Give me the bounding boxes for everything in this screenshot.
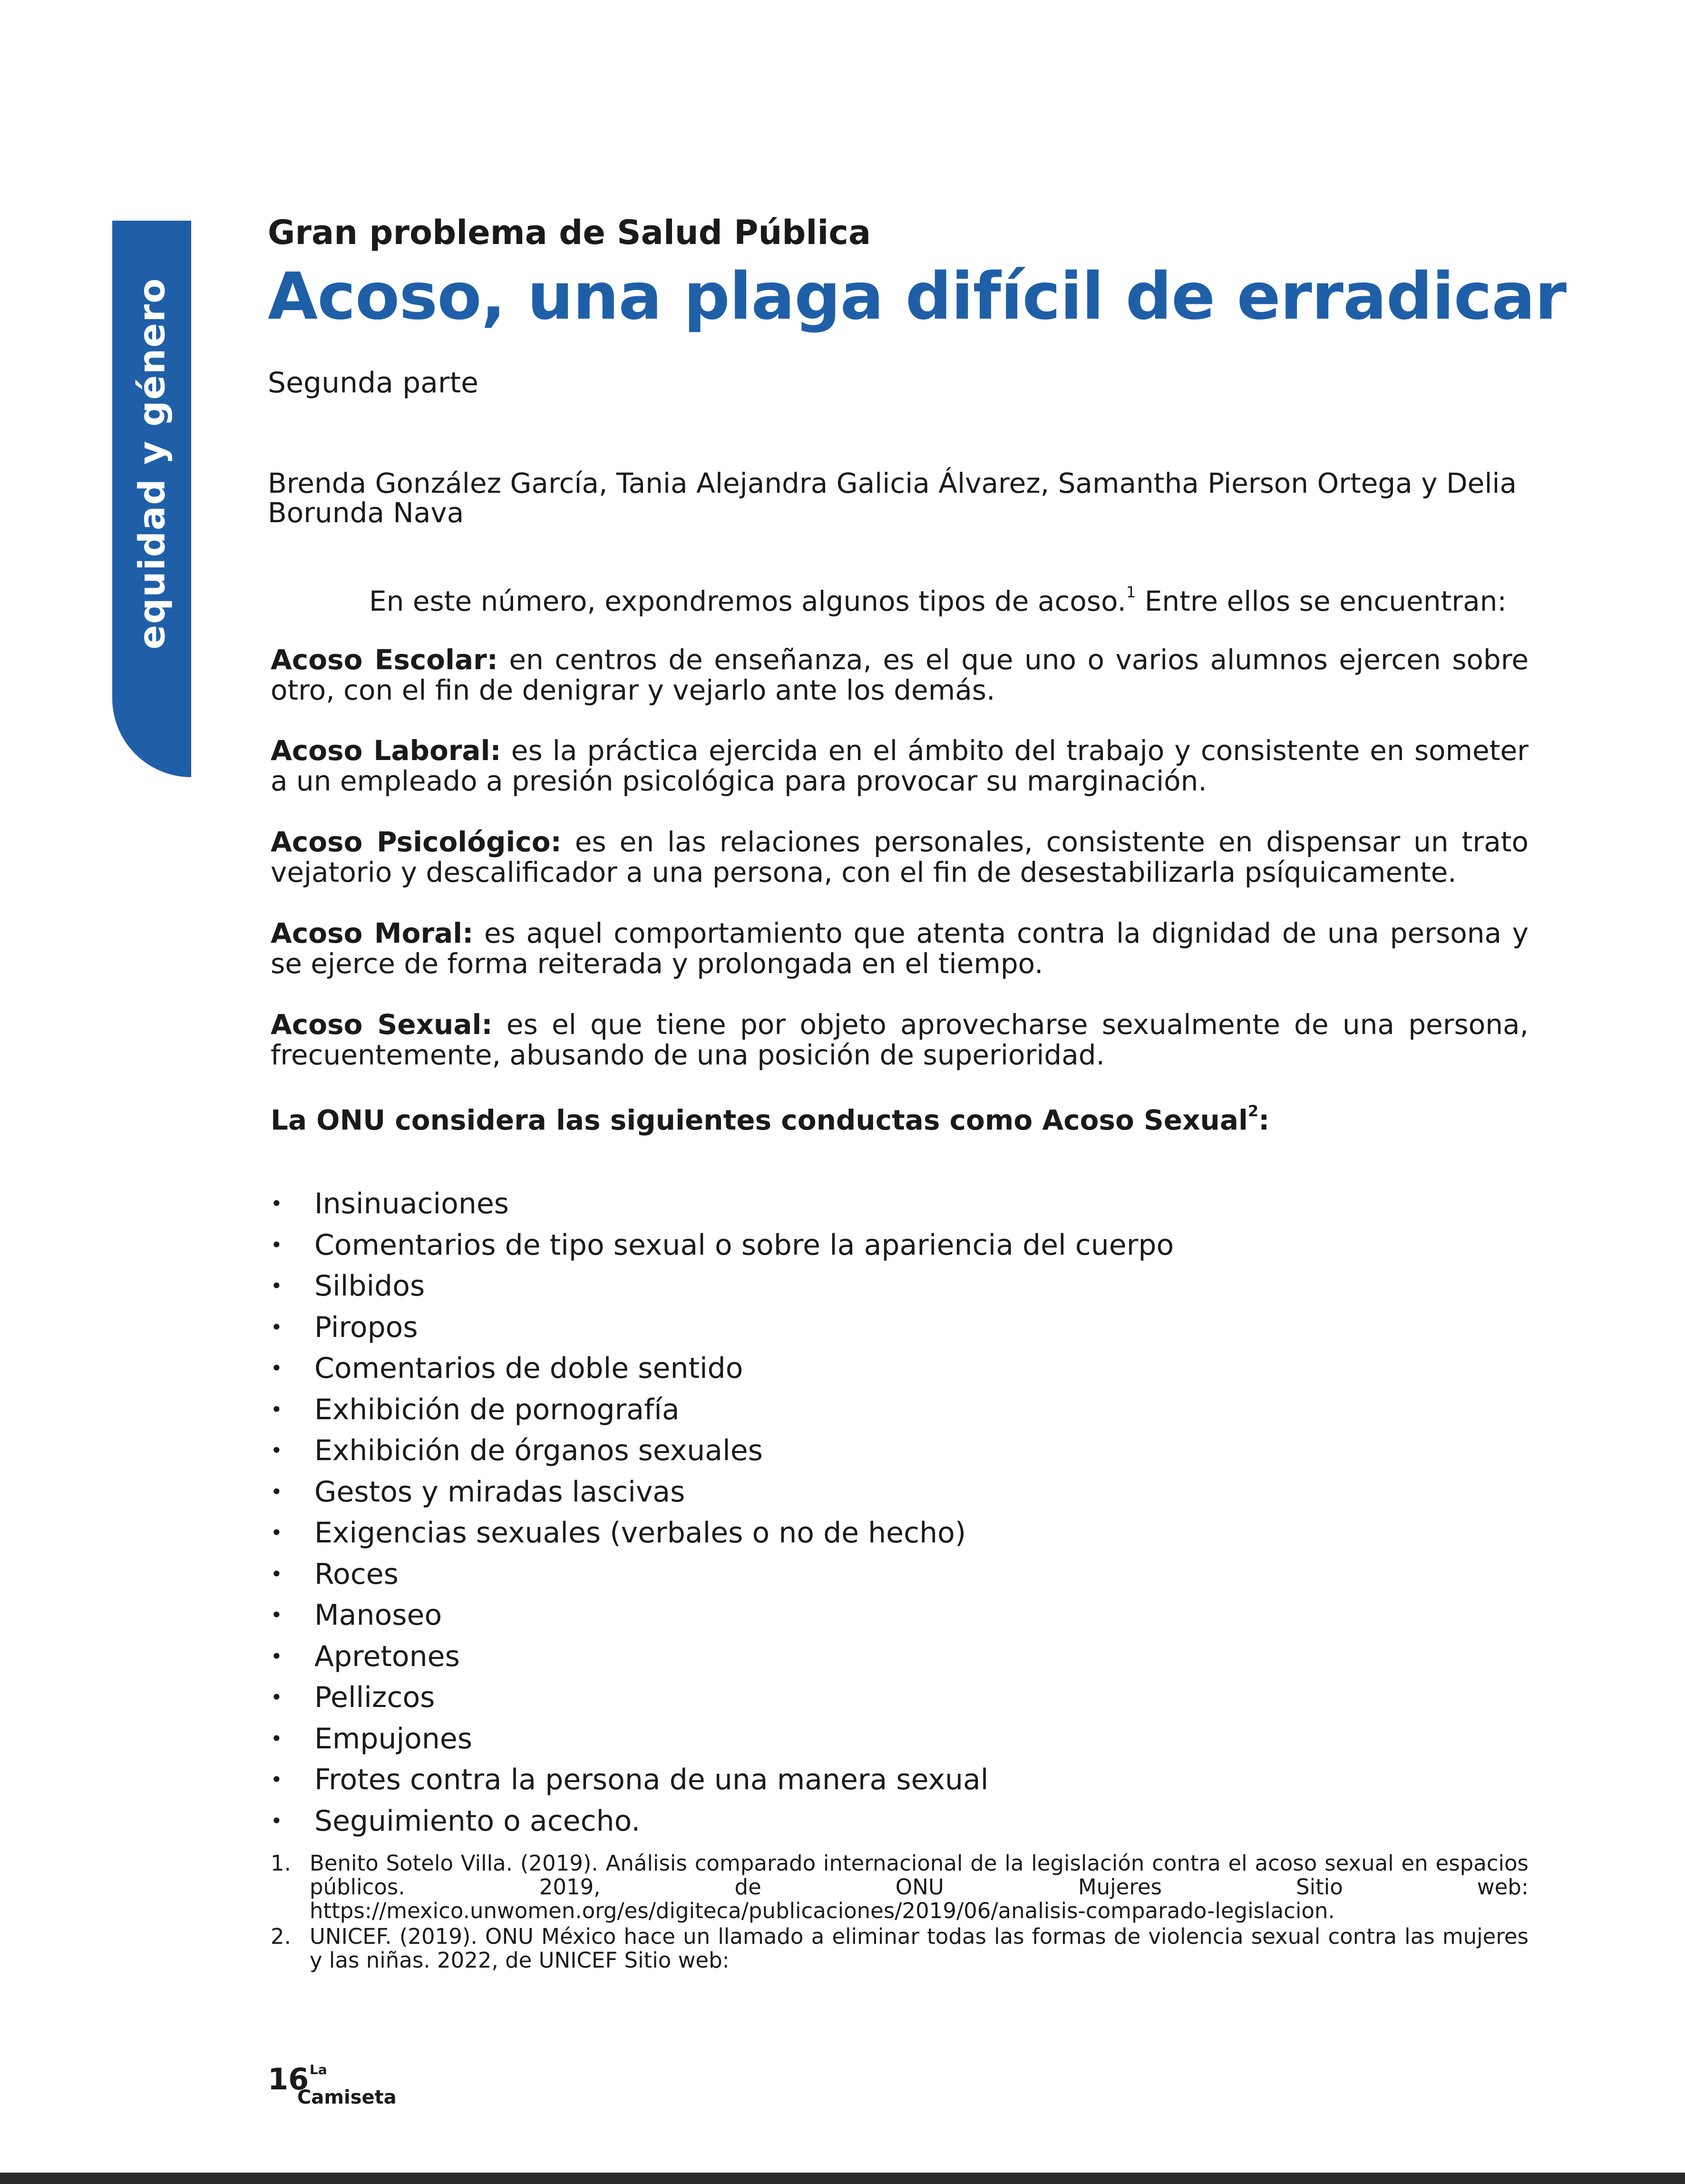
definition-term: Acoso Sexual:	[271, 1008, 493, 1041]
list-item	[271, 1348, 1174, 1389]
list-item	[271, 1307, 1174, 1348]
footnote-text: Benito Sotelo Villa. (2019). Análisis comparado internacional de la legislación contra el acoso sexual en espacios públicos. 2019, de ONU Mujeres Sitio web: https://mexico.unwomen.org/es/digiteca/publicaciones/2019/06/analisis-comparado-legislacion.	[310, 1851, 1529, 1923]
list-item	[271, 1512, 1174, 1554]
definition-text: en centros de enseñanza, es el que uno o varios alumnos ejercen sobre otro, con el fin de denigrar y vejarlo ante los demás.	[271, 644, 1529, 706]
list-item-text: Piropos	[314, 1310, 418, 1344]
list-item-text: Manoseo	[314, 1599, 442, 1632]
list-item-text: Roces	[314, 1557, 399, 1591]
magazine-name: Camiseta	[297, 2086, 397, 2108]
magazine-name-la: La	[310, 2062, 327, 2077]
conduct-list	[271, 1183, 1174, 1842]
section-tab-label: equidad y género	[130, 277, 173, 649]
kicker: Gran problema de Salud Pública	[268, 213, 871, 252]
list-item	[271, 1677, 1174, 1718]
definition-term: Acoso Laboral:	[271, 734, 501, 767]
list-item-text: Silbidos	[314, 1269, 425, 1303]
definition-term: Acoso Escolar:	[271, 644, 498, 676]
list-item-text: Apretones	[314, 1639, 460, 1673]
bullet-icon: •	[271, 1439, 282, 1462]
footnote-ref-2[interactable]: 2	[1247, 1102, 1259, 1120]
list-item	[271, 1718, 1174, 1760]
section-tab-label-wrap	[112, 221, 191, 706]
definition-text: es en las relaciones personales, consistente en dispensar un trato vejatorio y descalificador a una persona, con el fin de desestabilizarla psíquicamente.	[271, 826, 1529, 888]
onu-heading-suffix: :	[1258, 1104, 1270, 1136]
list-item-text: Exhibición de órganos sexuales	[314, 1434, 763, 1467]
definition-text: es aquel comportamiento que atenta contra la dignidad de una persona y se ejerce de forma reiterada y prolongada en el tiempo.	[271, 917, 1529, 980]
bullet-icon: •	[271, 1521, 282, 1544]
list-item-text: Seguimiento o acecho.	[314, 1804, 641, 1838]
list-item	[271, 1183, 1174, 1225]
list-item	[271, 1225, 1174, 1266]
list-item-text: Exhibición de pornografía	[314, 1393, 680, 1426]
intro-text-after: Entre ellos se encuentran:	[1136, 585, 1507, 617]
footnote-text: UNICEF. (2019). ONU México hace un llamado a eliminar todas las formas de violencia sexual contra las mujeres y las niñas. 2022, de UNICEF Sitio web:	[310, 1924, 1529, 1973]
onu-heading-text: La ONU considera las siguientes conductas como Acoso Sexual	[271, 1104, 1248, 1136]
footnote-number: 1.	[271, 1851, 291, 1876]
list-item	[271, 1430, 1174, 1472]
page-number: 16	[268, 2062, 309, 2096]
definition-term: Acoso Moral:	[271, 917, 474, 949]
definition-text: es la práctica ejercida en el ámbito del trabajo y consistente en someter a un empleado a presión psicológica para provocar su marginación.	[271, 734, 1529, 797]
bullet-icon: •	[271, 1768, 282, 1791]
bullet-icon: •	[271, 1480, 282, 1503]
definition-term: Acoso Psicológico:	[271, 826, 562, 858]
footnote-number: 2.	[271, 1924, 291, 1949]
bullet-icon: •	[271, 1562, 282, 1586]
list-item-text: Pellizcos	[314, 1681, 435, 1714]
article-subtitle: Segunda parte	[268, 366, 479, 400]
authors: Brenda González García, Tania Alejandra Galicia Álvarez, Samantha Pierson Ortega y Delia Borunda Nava	[268, 467, 1517, 529]
bullet-icon: •	[271, 1686, 282, 1709]
definition-sexual	[271, 1009, 1529, 1070]
bullet-icon: •	[271, 1397, 282, 1421]
list-item-text: Comentarios de tipo sexual o sobre la apariencia del cuerpo	[314, 1228, 1174, 1262]
footnote-item	[271, 1852, 1529, 1923]
bullet-icon: •	[271, 1274, 282, 1297]
bullet-icon: •	[271, 1809, 282, 1833]
bullet-icon: •	[271, 1233, 282, 1257]
footnote-item	[271, 1925, 1529, 1972]
bullet-icon: •	[271, 1315, 282, 1339]
list-item	[271, 1801, 1174, 1842]
definition-psicologico	[271, 827, 1529, 887]
list-item	[271, 1636, 1174, 1677]
definition-laboral	[271, 735, 1529, 796]
bullet-icon: •	[271, 1603, 282, 1627]
intro-paragraph	[369, 585, 1507, 617]
list-item	[271, 1472, 1174, 1513]
bottom-border	[0, 2173, 1685, 2184]
list-item-text: Frotes contra la persona de una manera sexual	[314, 1763, 989, 1796]
list-item	[271, 1389, 1174, 1431]
footnotes	[271, 1852, 1529, 1974]
list-item	[271, 1759, 1174, 1801]
bullet-icon: •	[271, 1192, 282, 1215]
list-item	[271, 1266, 1174, 1307]
bullet-icon: •	[271, 1644, 282, 1668]
definition-text: es el que tiene por objeto aprovecharse sexualmente de una persona, frecuentemente, abusando de una posición de superioridad.	[271, 1008, 1529, 1071]
footnote-ref-1[interactable]: 1	[1126, 583, 1136, 601]
bullet-icon: •	[271, 1726, 282, 1750]
definition-moral	[271, 918, 1529, 979]
article-title: Acoso, una plaga difícil de erradicar	[268, 259, 1567, 334]
list-item-text: Empujones	[314, 1722, 473, 1755]
list-item-text: Insinuaciones	[314, 1187, 509, 1220]
intro-text: En este número, expondremos algunos tipos de acoso.	[369, 585, 1126, 617]
list-item-text: Exigencias sexuales (verbales o no de hecho)	[314, 1516, 966, 1550]
definition-escolar	[271, 644, 1529, 705]
list-item	[271, 1554, 1174, 1595]
bullet-icon: •	[271, 1356, 282, 1380]
page-folio	[268, 2062, 397, 2108]
list-item-text: Comentarios de doble sentido	[314, 1352, 743, 1385]
list-item	[271, 1595, 1174, 1636]
list-item-text: Gestos y miradas lascivas	[314, 1475, 685, 1509]
onu-heading	[271, 1104, 1269, 1136]
